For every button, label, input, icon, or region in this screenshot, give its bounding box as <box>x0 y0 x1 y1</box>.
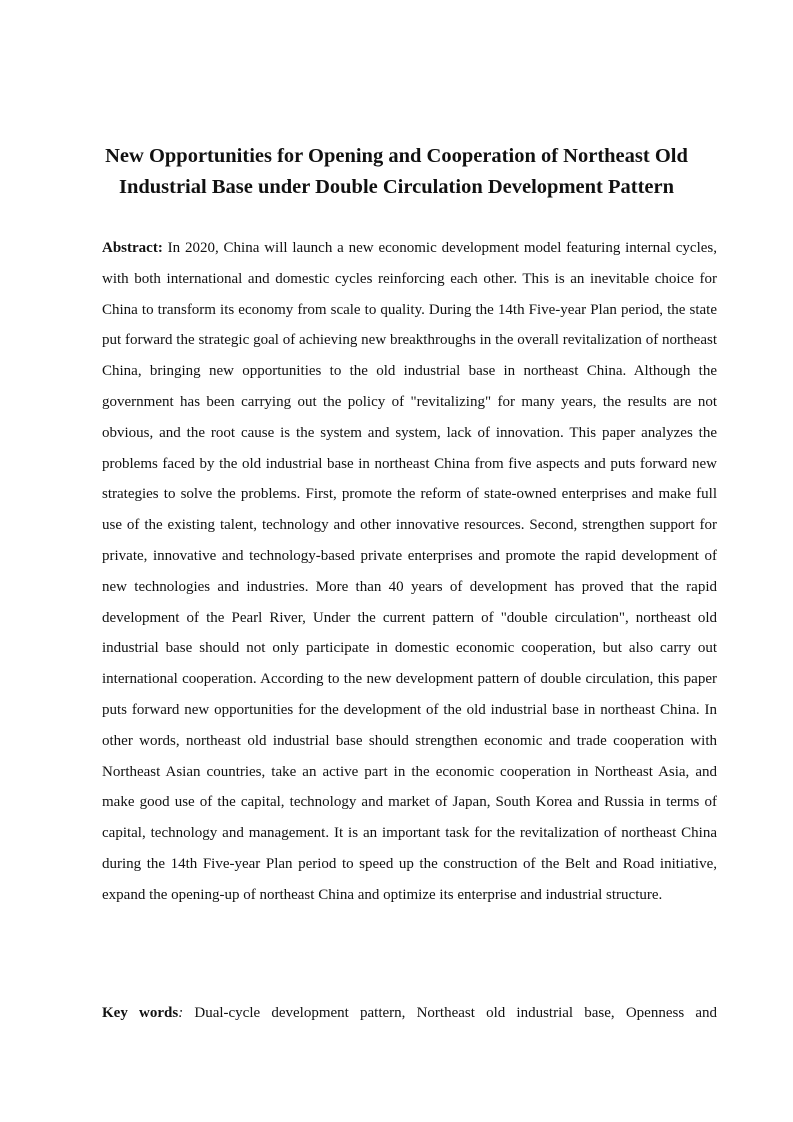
title-line-2: Industrial Base under Double Circulation Development Pattern <box>118 176 675 198</box>
paper-title <box>60 141 733 203</box>
keywords-label: Key words <box>102 1005 179 1021</box>
title-line-1: New Opportunities for Opening and Cooperation of Northeast Old <box>105 145 688 167</box>
abstract-text: In 2020, China will launch a new economic development model featuring internal cycles, with both international and domestic cycles reinforcing each other. This is an inevitable choice for China to transform its economy from scale to quality. During the 14th Five-year Plan period, the state put forward the strategic goal of achieving new breakthroughs in the overall revitalization of northeast China, bringing new opportunities to the old industrial base in northeast China. Although the government has been carrying out the policy of "revitalizing" for many years, the results are not obvious, and the root cause is the system and system, lack of innovation. This paper analyzes the problems faced by the old industrial base in northeast China from five aspects and puts forward new strategies to solve the problems. First, promote the reform of state-owned enterprises and make full use of the existing talent, technology and other innovative resources. Second, strengthen support for private, innovative and technology-based private enterprises and promote the rapid development of new technologies and industries. More than 40 years of development has proved that the rapid development of the Pearl River, Under the current pattern of "double circulation", northeast old industrial base should not only participate in domestic economic cooperation, but also carry out international cooperation. According to the new development pattern of double circulation, this paper puts forward new opportunities for the development of the old industrial base in northeast China. In other words, northeast old industrial base should strengthen economic and trade cooperation with Northeast Asian countries, take an active part in the economic cooperation in Northeast Asia, and make good use of the capital, technology and market of Japan, South Korea and Russia in terms of capital, technology and management. It is an important task for the revitalization of northeast China during the 14th Five-year Plan period to speed up the construction of the Belt and Road initiative, expand the opening-up of northeast China and optimize its enterprise and industrial structure. <box>102 240 718 903</box>
abstract-label: Abstract: <box>102 240 163 256</box>
abstract-paragraph <box>102 233 717 911</box>
keywords-line <box>102 998 717 1029</box>
keywords-colon: : <box>178 1005 184 1021</box>
keywords-text: Dual-cycle development pattern, Northeast old industrial base, Openness and <box>194 1005 717 1021</box>
